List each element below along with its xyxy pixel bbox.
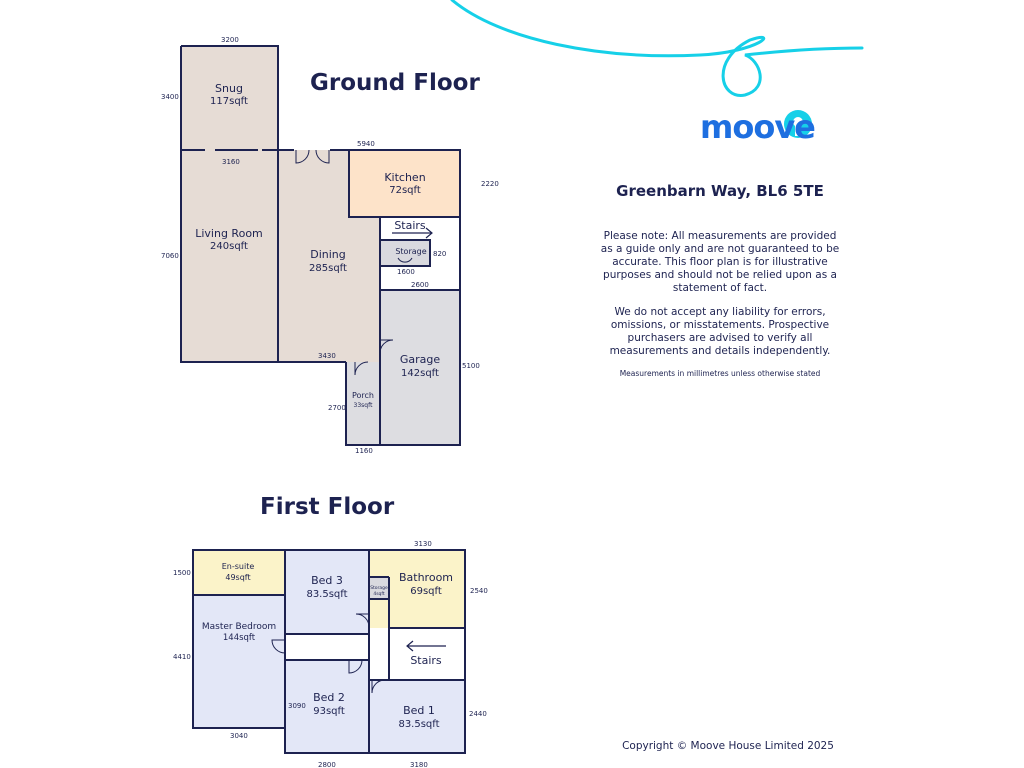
dim-storage-width: 1600: [397, 268, 415, 276]
dim-master-depth: 4410: [173, 653, 191, 661]
dim-master-width: 3040: [230, 732, 248, 740]
dim-kitchen-depth: 2220: [481, 180, 499, 188]
dim-bathroom-width: 3130: [414, 540, 432, 548]
dim-bed2-width: 2800: [318, 761, 336, 768]
ff-stairs-label: Stairs: [410, 654, 442, 667]
dim-living-width: 3160: [222, 158, 240, 166]
units-note: Measurements in millimetres unless otherwise stated: [619, 369, 821, 378]
moove-logo: moove: [700, 108, 815, 146]
first-stairs-arrow: [407, 641, 446, 651]
copyright-text: Copyright © Moove House Limited 2025: [622, 740, 834, 752]
dim-living-depth: 7060: [161, 252, 179, 260]
dim-storage-depth: 820: [433, 250, 447, 258]
bed1-label: Bed 1: [403, 704, 435, 717]
ff-storage-label: Storage: [370, 586, 388, 591]
ensuite-area: 49sqft: [225, 573, 251, 582]
dim-dining-width: 3430: [318, 352, 336, 360]
dining-extension: [349, 217, 380, 362]
ground-floor-title: Ground Floor: [310, 70, 480, 96]
dim-bathroom-depth: 2540: [470, 587, 488, 595]
dim-garage-depth: 5100: [462, 362, 480, 370]
dim-snug-width: 3200: [221, 36, 239, 44]
property-address: Greenbarn Way, BL6 5TE: [616, 182, 824, 200]
bed2-area: 93sqft: [313, 706, 345, 717]
ff-storage-area: 4sqft: [373, 592, 385, 597]
master-bedroom: [193, 595, 285, 728]
porch-area: 33sqft: [353, 402, 373, 409]
bed2-label: Bed 2: [313, 691, 345, 704]
dim-bed2-depth: 3090: [288, 702, 306, 710]
master-area: 144sqft: [222, 633, 256, 643]
ground-stairs-label: Stairs: [394, 219, 426, 232]
dim-bed1-depth: 2440: [469, 710, 487, 718]
dim-snug-depth: 3400: [161, 93, 179, 101]
porch-label: Porch: [351, 391, 375, 400]
kitchen-area: 72sqft: [389, 185, 421, 196]
dim-porch-width: 1160: [355, 447, 373, 455]
disclaimer-paragraph-1: Please note: All measurements are provided as a guide only and are not guaranteed to be accurate. This floor plan is for illustrative purposes and should not be relied upon as a statement of fact.: [600, 230, 840, 294]
dim-bed1-width: 3180: [410, 761, 428, 768]
snug-area: 117sqft: [210, 96, 248, 107]
dining-label: Dining: [310, 248, 346, 261]
garage-label: Garage: [399, 353, 441, 366]
bathroom-label: Bathroom: [398, 571, 454, 584]
living-room-label: Living Room: [195, 227, 263, 240]
bed3-label: Bed 3: [311, 574, 343, 587]
dim-overall-width: 5940: [357, 140, 375, 148]
bathroom-area: 69sqft: [410, 586, 442, 597]
living-room-area: 240sqft: [210, 241, 248, 252]
master-label: Master Bedroom: [201, 622, 277, 632]
dim-porch-depth: 2700: [328, 404, 346, 412]
first-floor-title: First Floor: [260, 494, 395, 520]
living-room: [181, 150, 278, 362]
dining-area: 285sqft: [309, 263, 347, 274]
ensuite-label: En-suite: [221, 562, 255, 571]
disclaimer-notes: [598, 230, 842, 390]
kitchen-label: Kitchen: [384, 171, 426, 184]
dim-garage-width: 2600: [411, 281, 429, 289]
snug-label: Snug: [215, 82, 243, 95]
decorative-swirl: [452, 0, 862, 95]
bed1-area: 83.5sqft: [398, 719, 440, 730]
ground-storage-label: Storage: [395, 247, 427, 256]
bed3-area: 83.5sqft: [306, 589, 348, 600]
dim-ensuite-depth: 1500: [173, 569, 191, 577]
garage-area: 142sqft: [401, 368, 439, 379]
disclaimer-paragraph-2: We do not accept any liability for errors, omissions, or misstatements. Prospective purchasers are advised to verify all measurements and details independently.: [609, 306, 831, 357]
